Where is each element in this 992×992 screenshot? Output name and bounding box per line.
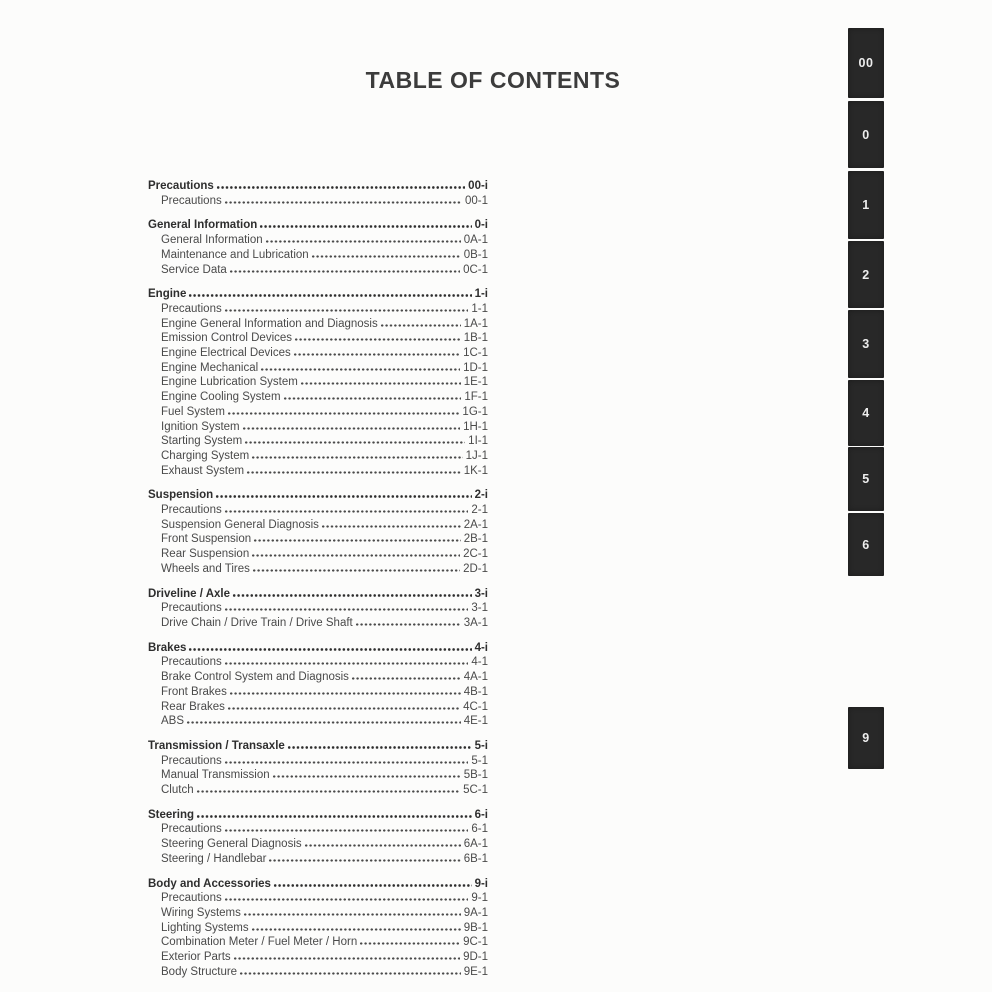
dot-leader	[215, 495, 471, 498]
dot-leader	[251, 554, 460, 557]
page-number: 9D-1	[463, 951, 488, 964]
toc-section-heading	[148, 218, 488, 233]
toc-entry	[148, 449, 488, 464]
toc-entry	[148, 950, 488, 965]
toc-entry	[148, 248, 488, 263]
toc-section-heading	[148, 808, 488, 823]
dot-leader	[188, 648, 471, 651]
dot-leader	[196, 790, 460, 793]
entry-label: Precautions	[161, 823, 222, 836]
entry-label: Starting System	[161, 435, 243, 448]
entry-label: Manual Transmission	[161, 769, 270, 782]
entry-label: Service Data	[161, 263, 227, 276]
entry-label: Engine Mechanical	[161, 361, 259, 374]
dot-leader	[251, 928, 461, 931]
toc-entry	[148, 263, 488, 278]
toc-entry	[148, 331, 488, 346]
page-number: 0-i	[474, 219, 488, 232]
toc-section-heading	[148, 488, 488, 503]
dot-leader	[186, 721, 461, 724]
dot-leader	[283, 397, 462, 400]
toc-section	[148, 488, 488, 576]
toc-entry	[148, 891, 488, 906]
toc-entry	[148, 194, 488, 209]
dot-leader	[224, 829, 469, 832]
page-number: 2C-1	[463, 548, 488, 561]
page-number: 3-1	[471, 602, 488, 615]
toc-section	[148, 641, 488, 729]
entry-label: General Information	[148, 219, 258, 232]
page-title: TABLE OF CONTENTS	[365, 67, 621, 93]
entry-label: Precautions	[161, 656, 222, 669]
page-number: 1-1	[471, 302, 488, 315]
entry-label: Suspension	[148, 489, 214, 502]
dot-leader	[311, 255, 461, 258]
toc-entry	[148, 302, 488, 317]
page-number: 9E-1	[463, 965, 488, 978]
page-number: 6-i	[474, 808, 488, 821]
page-number: 2D-1	[463, 562, 488, 575]
entry-label: Engine Lubrication System	[161, 376, 298, 389]
page-number: 5-i	[474, 739, 488, 752]
toc-entry	[148, 532, 488, 547]
dot-leader	[293, 353, 460, 356]
dot-leader	[294, 338, 461, 341]
toc-entry	[148, 655, 488, 670]
dot-leader	[242, 427, 460, 430]
side-tab-label: 3	[862, 337, 870, 351]
page-number: 2B-1	[463, 533, 488, 546]
page-number: 6B-1	[463, 852, 488, 865]
side-tab-label: 2	[862, 267, 870, 282]
dot-leader	[216, 186, 465, 189]
toc-entry	[148, 317, 488, 332]
entry-label: Fuel System	[161, 405, 225, 418]
entry-label: Precautions	[161, 892, 222, 905]
page-number: 2-i	[474, 489, 488, 502]
entry-label: Engine	[148, 288, 187, 301]
toc-section-heading	[148, 739, 488, 754]
entry-label: Driveline / Axle	[148, 587, 231, 600]
entry-label: ABS	[161, 715, 185, 728]
page-number: 4-1	[471, 656, 488, 669]
dot-leader	[224, 761, 469, 764]
toc-entry	[148, 685, 488, 700]
side-tab-3	[848, 310, 884, 378]
toc-section-heading	[148, 179, 488, 194]
side-tab-label: 4	[862, 406, 870, 420]
toc-entry	[148, 434, 488, 449]
entry-label: Wiring Systems	[161, 906, 241, 919]
toc-entry	[148, 714, 488, 729]
page-number: 9C-1	[463, 936, 488, 949]
entry-label: Drive Chain / Drive Train / Drive Shaft	[161, 616, 353, 629]
toc-section	[148, 218, 488, 277]
entry-label: Front Suspension	[161, 533, 252, 546]
page-number: 1J-1	[465, 449, 488, 462]
entry-label: Clutch	[161, 784, 194, 797]
page-number: 1G-1	[462, 405, 488, 418]
dot-leader	[239, 972, 461, 975]
page-number: 1E-1	[463, 376, 488, 389]
page-number: 1H-1	[463, 420, 488, 433]
toc-entry	[148, 935, 488, 950]
page-number: 00-1	[464, 194, 488, 207]
dot-leader	[252, 569, 460, 572]
side-tab-label: 0	[862, 127, 870, 142]
page-number: 9A-1	[463, 906, 488, 919]
dot-leader	[273, 884, 472, 887]
page-number: 1A-1	[463, 317, 488, 330]
page-number: 4B-1	[463, 685, 488, 698]
entry-label: Front Brakes	[161, 685, 227, 698]
side-tab-0	[848, 101, 884, 168]
side-tab-4	[848, 380, 884, 446]
entry-label: Steering General Diagnosis	[161, 838, 302, 851]
entry-label: Precautions	[161, 754, 222, 767]
dot-leader	[233, 957, 460, 960]
side-tab-6	[848, 513, 884, 576]
page-number: 6A-1	[463, 838, 488, 851]
page-number: 1I-1	[468, 435, 488, 448]
page-number: 9-1	[471, 892, 488, 905]
toc-section-heading	[148, 587, 488, 602]
dot-leader	[304, 844, 461, 847]
dot-leader	[224, 201, 462, 204]
entry-label: Combination Meter / Fuel Meter / Horn	[161, 936, 358, 949]
toc-section-heading	[148, 641, 488, 656]
dot-leader	[355, 623, 461, 626]
entry-label: Brake Control System and Diagnosis	[161, 671, 349, 684]
toc-entry	[148, 852, 488, 867]
dot-leader	[224, 898, 469, 901]
toc-entry	[148, 670, 488, 685]
dot-leader	[268, 859, 460, 862]
toc-section-heading	[148, 287, 488, 302]
page-number: 0A-1	[463, 234, 488, 247]
entry-label: Transmission / Transaxle	[148, 739, 285, 752]
entry-label: Precautions	[161, 302, 222, 315]
toc-entry	[148, 503, 488, 518]
toc-entry	[148, 518, 488, 533]
side-tab-label: 6	[862, 537, 870, 552]
entry-label: Brakes	[148, 641, 187, 654]
entry-label: Lighting Systems	[161, 921, 249, 934]
toc-entry	[148, 390, 488, 405]
page-number: 2-1	[471, 504, 488, 517]
dot-leader	[359, 942, 460, 945]
toc-section	[148, 877, 488, 980]
entry-label: Engine Cooling System	[161, 391, 281, 404]
page-number: 4A-1	[463, 671, 488, 684]
dot-leader	[265, 240, 461, 243]
page-number: 3A-1	[463, 616, 488, 629]
page-number: 1K-1	[463, 464, 488, 477]
page-number: 4E-1	[463, 715, 488, 728]
side-tab-label: 5	[862, 472, 870, 486]
toc-entry	[148, 906, 488, 921]
toc-entry	[148, 562, 488, 577]
dot-leader	[224, 309, 469, 312]
page-number: 1-i	[474, 288, 488, 301]
toc-section	[148, 739, 488, 798]
entry-label: General Information	[161, 234, 263, 247]
side-tab-2	[848, 241, 884, 308]
page-number: 9-i	[474, 877, 488, 890]
entry-label: Exhaust System	[161, 464, 245, 477]
toc-entry	[148, 375, 488, 390]
toc-entry	[148, 361, 488, 376]
entry-label: Precautions	[161, 602, 222, 615]
dot-leader	[224, 510, 469, 513]
toc-entry	[148, 754, 488, 769]
page-number: 2A-1	[463, 518, 488, 531]
toc-section	[148, 179, 488, 208]
dot-leader	[227, 412, 460, 415]
entry-label: Charging System	[161, 449, 250, 462]
page-number: 4-i	[474, 641, 488, 654]
dot-leader	[300, 382, 461, 385]
dot-leader	[229, 692, 461, 695]
page-number: 5B-1	[463, 769, 488, 782]
side-tab-label: 9	[862, 731, 870, 745]
side-tab-9	[848, 707, 884, 769]
page-number: 0B-1	[463, 248, 488, 261]
page-number: 1B-1	[463, 332, 488, 345]
page-number: 5C-1	[463, 784, 488, 797]
entry-label: Steering / Handlebar	[161, 852, 267, 865]
entry-label: Rear Brakes	[161, 700, 225, 713]
toc-section-heading	[148, 877, 488, 892]
entry-label: Ignition System	[161, 420, 240, 433]
toc-entry	[148, 346, 488, 361]
toc-entry	[148, 822, 488, 837]
toc-entry	[148, 837, 488, 852]
dot-leader	[188, 294, 471, 297]
dot-leader	[227, 707, 460, 710]
entry-label: Precautions	[161, 194, 222, 207]
toc-entry	[148, 616, 488, 631]
entry-label: Rear Suspension	[161, 548, 250, 561]
dot-leader	[260, 368, 460, 371]
entry-label: Body and Accessories	[148, 877, 271, 890]
page-number: 6-1	[471, 823, 488, 836]
side-tab-5	[848, 447, 884, 511]
toc-entry	[148, 700, 488, 715]
toc-entry	[148, 768, 488, 783]
dot-leader	[380, 324, 461, 327]
toc-entry	[148, 783, 488, 798]
dot-leader	[259, 225, 471, 228]
dot-leader	[251, 456, 462, 459]
page-number: 00-i	[468, 180, 488, 192]
page-number: 1F-1	[464, 391, 488, 404]
page-number: 0C-1	[463, 263, 488, 276]
toc-entry	[148, 601, 488, 616]
dot-leader	[232, 594, 472, 597]
dot-leader	[244, 441, 465, 444]
entry-label: Precautions	[148, 180, 214, 192]
toc-entry	[148, 405, 488, 420]
page-number: 1C-1	[463, 347, 488, 360]
dot-leader	[321, 525, 461, 528]
toc-section	[148, 287, 488, 478]
dot-leader	[272, 775, 461, 778]
entry-label: Exterior Parts	[161, 951, 231, 964]
dot-leader	[253, 539, 461, 542]
toc-entry	[148, 233, 488, 248]
entry-label: Wheels and Tires	[161, 562, 250, 575]
page-number: 4C-1	[463, 700, 488, 713]
page-number: 5-1	[471, 754, 488, 767]
page-number: 9B-1	[463, 921, 488, 934]
toc-entry	[148, 464, 488, 479]
entry-label: Body Structure	[161, 965, 238, 978]
page-number: 1D-1	[463, 361, 488, 374]
dot-leader	[287, 746, 472, 749]
dot-leader	[229, 270, 460, 273]
side-tab-label: 00	[858, 56, 874, 70]
toc-entry	[148, 921, 488, 936]
entry-label: Suspension General Diagnosis	[161, 518, 319, 531]
entry-label: Engine Electrical Devices	[161, 347, 291, 360]
dot-leader	[351, 677, 461, 680]
dot-leader	[224, 608, 469, 611]
entry-label: Precautions	[161, 504, 222, 517]
dot-leader	[224, 662, 469, 665]
side-tab-1	[848, 171, 884, 239]
toc-entry	[148, 547, 488, 562]
toc-entry	[148, 965, 488, 980]
toc-entry	[148, 420, 488, 435]
table-of-contents	[148, 179, 488, 979]
entry-label: Maintenance and Lubrication	[161, 248, 309, 261]
entry-label: Steering	[148, 808, 195, 821]
dot-leader	[243, 913, 461, 916]
side-tab-label: 1	[862, 198, 870, 212]
dot-leader	[196, 815, 472, 818]
page-number: 3-i	[474, 587, 488, 600]
toc-section	[148, 808, 488, 867]
entry-label: Engine General Information and Diagnosis	[161, 317, 378, 330]
dot-leader	[246, 471, 461, 474]
toc-section	[148, 587, 488, 631]
entry-label: Emission Control Devices	[161, 332, 293, 345]
